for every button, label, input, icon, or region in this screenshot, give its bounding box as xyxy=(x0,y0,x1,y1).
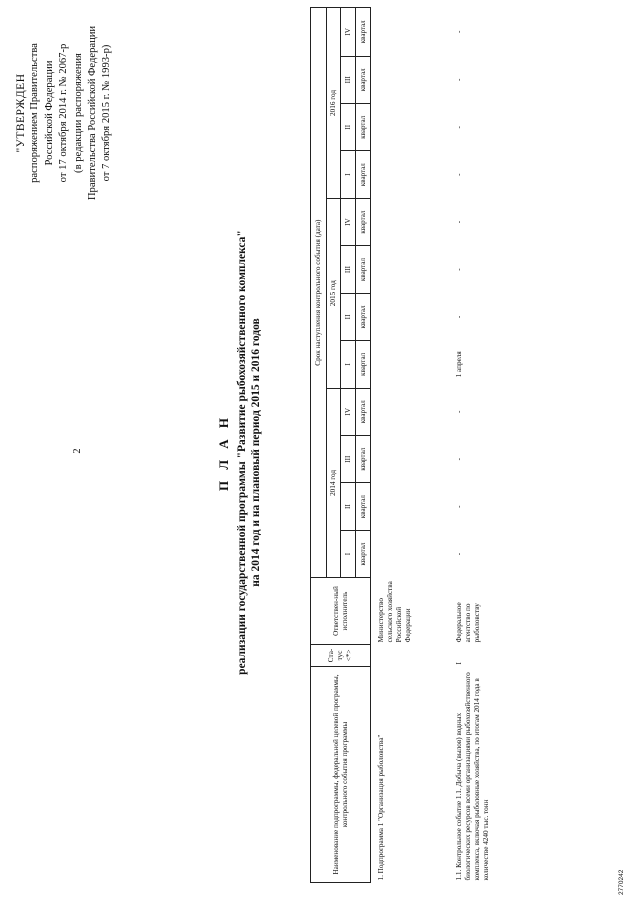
header-quarter-number: III xyxy=(341,246,356,293)
header-year: 2016 год xyxy=(327,8,341,199)
header-quarter-number: I xyxy=(341,530,356,577)
table-row xyxy=(453,8,577,883)
header-quarter-word: квартал xyxy=(356,293,371,340)
approval-line: (в редакции распоряжения xyxy=(72,53,84,173)
approval-line: Правительства Российской Федерации xyxy=(87,25,99,201)
header-quarter-word: квартал xyxy=(356,246,371,293)
row-status xyxy=(371,644,454,666)
row-number: 1. xyxy=(377,875,385,881)
header-quarter-number: III xyxy=(341,435,356,482)
row-name-cell xyxy=(371,667,454,883)
approval-line: распоряжением Правительства xyxy=(29,43,41,183)
deadline-cell xyxy=(371,8,454,57)
deadline-cell xyxy=(371,198,454,245)
header-status: Ста-тус <*> xyxy=(311,644,371,666)
deadline-cell: - xyxy=(455,410,463,413)
approval-line: от 7 октября 2015 г. № 1993-р) xyxy=(101,44,113,182)
header-quarter-word: квартал xyxy=(356,56,371,103)
row-name: Контрольное событие 1.1. Добыча (вылов) водных биологических ресурсов всеми организациями рыбохозяйственного комплекса, включая рыболовные хозяйства, по итогам 2014 года в количестве 4240 тыс. тонн xyxy=(455,672,490,881)
row-responsible: Министерство сельского хозяйства Российской Федерации xyxy=(377,581,412,643)
header-quarter-word: квартал xyxy=(356,341,371,388)
header-quarter-number: III xyxy=(341,56,356,103)
header-quarter-number: I xyxy=(341,151,356,198)
row-name-cell xyxy=(453,667,577,883)
approval-line: "УТВЕРЖДЕН xyxy=(15,73,27,153)
deadline-cell: - xyxy=(455,173,463,176)
deadline-cell xyxy=(371,388,454,435)
row-status: I xyxy=(455,662,463,665)
deadline-cell xyxy=(371,435,454,482)
plan-table xyxy=(310,7,577,883)
deadline-cell: - xyxy=(455,268,463,271)
row-number: 1.1. xyxy=(455,869,463,881)
deadline-cell: - xyxy=(455,126,463,129)
header-quarter-number: IV xyxy=(341,388,356,435)
header-quarter-word: квартал xyxy=(356,483,371,530)
table-row xyxy=(371,8,454,883)
header-quarter-number: II xyxy=(341,104,356,151)
header-quarter-number: I xyxy=(341,341,356,388)
header-quarter-number: IV xyxy=(341,8,356,57)
deadline-cell xyxy=(371,246,454,293)
plan-period: на 2014 год и на плановый период 2015 и 2016 годов xyxy=(250,318,262,587)
header-quarter-word: квартал xyxy=(356,104,371,151)
header-quarter-word: квартал xyxy=(356,530,371,577)
plan-subtitle: реализации государственной программы "Развитие рыбохозяйственного комплекса" xyxy=(236,230,248,675)
deadline-cell xyxy=(371,530,454,577)
deadline-cell xyxy=(371,104,454,151)
page-number: 2 xyxy=(72,448,83,454)
header-quarter-word: квартал xyxy=(356,198,371,245)
header-deadline: Срок наступления контрольного события (дата) xyxy=(311,8,327,578)
deadline-cell: - xyxy=(455,315,463,319)
header-quarter-number: II xyxy=(341,293,356,340)
header-quarter-word: квартал xyxy=(356,8,371,57)
plan-heading: П Л А Н xyxy=(216,413,231,492)
header-quarter-word: квартал xyxy=(356,388,371,435)
header-responsible: Ответствен-ный исполнитель xyxy=(311,578,371,645)
deadline-cell: - xyxy=(455,552,463,556)
plan-title xyxy=(216,0,263,905)
deadline-cell: 1 апреля xyxy=(455,351,463,378)
header-year: 2014 год xyxy=(327,388,341,578)
approval-line: Российской Федерации xyxy=(43,60,55,166)
approval-block xyxy=(14,13,115,213)
header-quarter-word: квартал xyxy=(356,151,371,198)
deadline-cell: - xyxy=(455,220,463,224)
header-name: Наименование подпрограммы, федеральной целевой программы, контрольного события программы xyxy=(311,667,371,883)
row-name: Подпрограмма 1 "Организация рыболовства" xyxy=(377,734,385,874)
deadline-cell xyxy=(371,151,454,198)
deadline-cell: - xyxy=(455,458,463,461)
approval-line: от 17 октября 2014 г. № 2067-р xyxy=(58,43,70,183)
document-code: 2770242 xyxy=(618,869,625,895)
deadline-cell xyxy=(371,56,454,103)
deadline-cell: - xyxy=(455,30,463,34)
deadline-cell: - xyxy=(455,505,463,508)
header-quarter-number: II xyxy=(341,483,356,530)
header-quarter-word: квартал xyxy=(356,435,371,482)
table-header xyxy=(311,8,371,883)
header-quarter-number: IV xyxy=(341,198,356,245)
deadline-cell xyxy=(371,293,454,340)
deadline-cell: - xyxy=(455,78,463,82)
table-body xyxy=(371,8,578,883)
header-year: 2015 год xyxy=(327,198,341,388)
deadline-cell xyxy=(371,341,454,388)
deadline-cell xyxy=(371,483,454,530)
row-responsible: Федеральное агентство по рыболовству xyxy=(455,602,481,643)
